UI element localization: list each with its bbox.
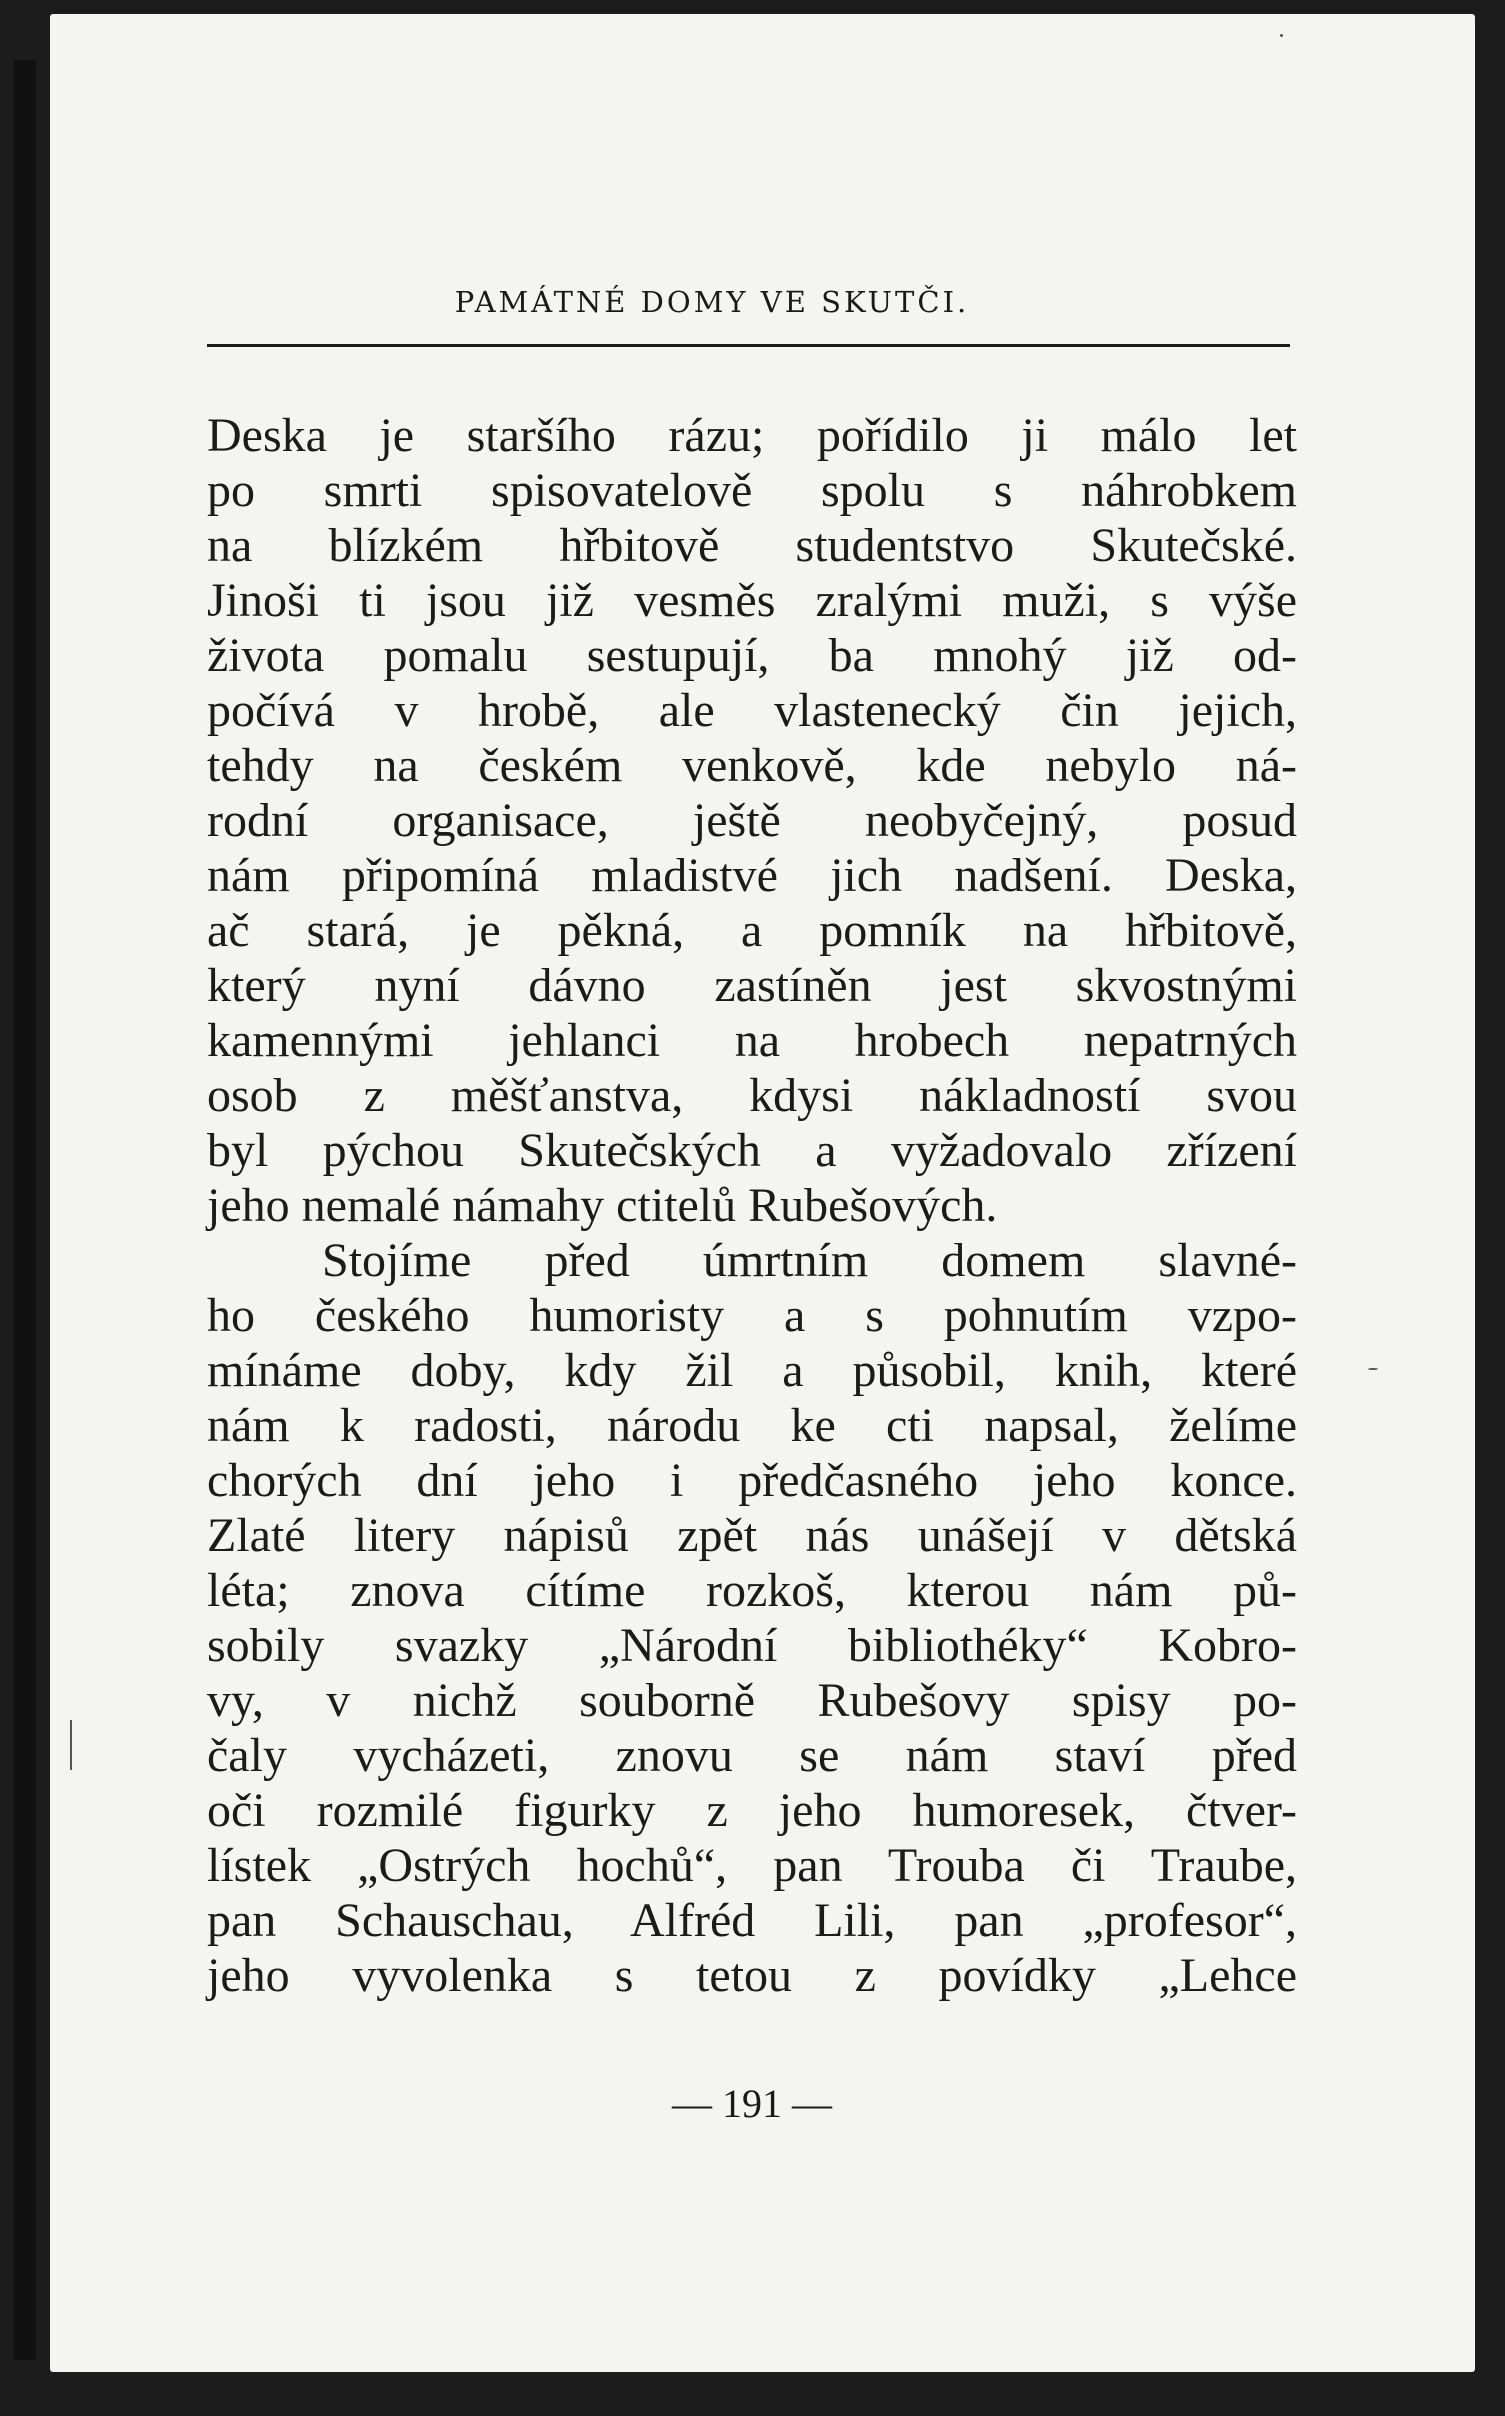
text-line: kamennými jehlanci na hrobech nepatrných (207, 1014, 1297, 1067)
scan-speck (1280, 34, 1283, 37)
text-line: mínáme doby, kdy žil a působil, knih, které (207, 1344, 1297, 1397)
text-line: nám připomíná mladistvé jich nadšení. Deska, (207, 849, 1297, 902)
paragraph-end-line: jeho nemalé námahy ctitelů Rubešových. (207, 1179, 998, 1232)
text-line: byl pýchou Skutečských a vyžadovalo zřízení (207, 1124, 1297, 1177)
text-line: který nyní dávno zastíněn jest skvostnými (207, 959, 1297, 1012)
text-line: vy, v nichž souborně Rubešovy spisy po- (207, 1674, 1297, 1727)
text-line: ač stará, je pěkná, a pomník na hřbitově, (207, 904, 1297, 957)
text-line: chorých dní jeho i předčasného jeho konce. (207, 1454, 1297, 1507)
text-line: Zlaté litery nápisů zpět nás unášejí v dětská (207, 1509, 1297, 1562)
text-line: jeho vyvolenka s tetou z povídky „Lehce (207, 1949, 1297, 2002)
text-line: tehdy na českém venkově, kde nebylo ná- (207, 739, 1297, 792)
text-line: pan Schauschau, Alfréd Lili, pan „profesor“, (207, 1894, 1297, 1947)
text-line: po smrti spisovatelově spolu s náhrobkem (207, 464, 1297, 517)
text-line: ho českého humoristy a s pohnutím vzpo- (207, 1289, 1297, 1342)
binding-shadow (14, 60, 36, 2360)
text-line: oči rozmilé figurky z jeho humoresek, čtver- (207, 1784, 1297, 1837)
scan-speck (1368, 1368, 1378, 1370)
text-line: Jinoši ti jsou již vesměs zralými muži, s výše (207, 574, 1297, 627)
text-line: sobily svazky „Národní bibliothéky“ Kobro- (207, 1619, 1297, 1672)
text-line: čaly vycházeti, znovu se nám staví před (207, 1729, 1297, 1782)
text-line: počívá v hrobě, ale vlastenecký čin jejich, (207, 684, 1297, 737)
scan-speck (70, 1720, 72, 1770)
text-line: osob z měšťanstva, kdysi nákladností svou (207, 1069, 1297, 1122)
text-line: rodní organisace, ještě neobyčejný, posud (207, 794, 1297, 847)
text-line: na blízkém hřbitově studentstvo Skutečské. (207, 519, 1297, 572)
text-line: léta; znova cítíme rozkoš, kterou nám pů- (207, 1564, 1297, 1617)
page-number: — 191 — (672, 2081, 832, 2126)
running-header: PAMÁTNÉ DOMY VE SKUTČI. (454, 285, 970, 319)
header-rule (207, 344, 1290, 347)
body-text (207, 408, 1297, 2003)
text-line: Deska je staršího rázu; pořídilo ji málo let (207, 409, 1297, 462)
text-line: života pomalu sestupují, ba mnohý již od- (207, 629, 1297, 682)
paragraph-start-line: Stojíme před úmrtním domem slavné- (322, 1234, 1297, 1287)
text-line: nám k radosti, národu ke cti napsal, želíme (207, 1399, 1297, 1452)
text-line: lístek „Ostrých hochů“, pan Trouba či Traube, (207, 1839, 1297, 1892)
